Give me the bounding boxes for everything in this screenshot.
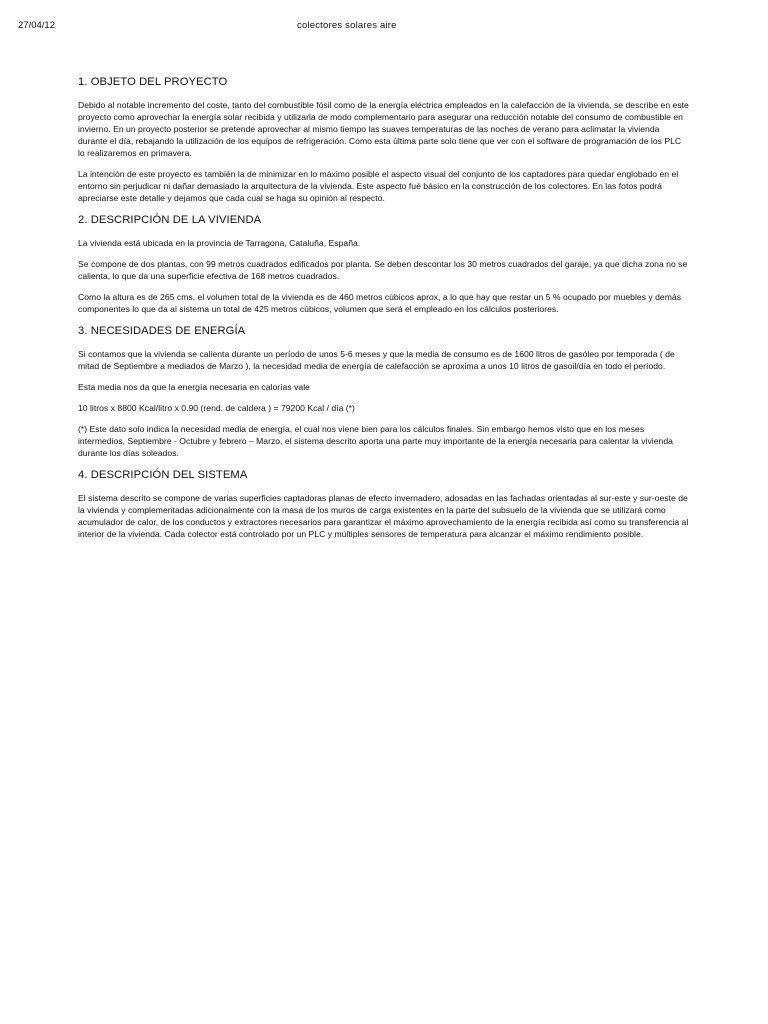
section-heading: 1. OBJETO DEL PROYECTO	[78, 76, 228, 88]
section-descripcion-sistema	[78, 468, 690, 540]
paragraph: Como la altura es de 265 cms, el volumen total de la vivienda es de 460 metros cúbicos aprox, a lo que hay que restar un 5 % ocupado por muebles y demás componentes lo que da al sistema un total de 425 metros cúbicos, volumen que será el empleado en los cálculos posteriores.	[78, 292, 682, 314]
document-body	[78, 75, 690, 549]
paragraph: La intención de este proyecto es también la de minimizar en lo máximo posible el aspecto visual del conjunto de los captadores para quedar englobado en el entorno sin perjudicar ni dañar demasiado la arquitectura de la vivienda. Este aspecto fué básico en la construcción de los colectores. En las fotos podrá apreciarse este detalle y dejamos que cada cual se haga su opinión al respecto.	[78, 169, 679, 203]
footnote: (*) Este dato solo indica la necesidad media de energía, el cual nos viene bien para los cálculos finales. Sin embargo hemos visto que en los meses intermedios, Septiembre - Octubre y febrero – Marzo, el sistema descrito aporta una parte muy importante de la energía necesaria para calentar la vivienda durante los días soleados.	[78, 424, 673, 458]
print-header	[0, 20, 768, 34]
section-objeto-del-proyecto	[78, 75, 690, 204]
section-heading: 2. DESCRIPCIÓN DE LA VIVIENDA	[78, 214, 262, 226]
section-heading: 3. NECESIDADES DE ENERGÍA	[78, 325, 246, 337]
paragraph: Si contamos que la vivienda se calienta durante un período de unos 5-6 meses y que la media de consumo es de 1600 litros de gasóleo por temporada ( de mitad de Septiembre a mediados de Marzo ), la necesidad media de energía de calefacción se aproxima a unos 10 litros de gasoil/día en todo el período.	[78, 349, 675, 371]
section-descripcion-vivienda	[78, 213, 690, 315]
print-date: 27/04/12	[18, 20, 55, 31]
print-title: colectores solares aire	[297, 20, 397, 31]
paragraph: Debido al notable incremento del coste, tanto del combustible fósil como de la energía eléctrica empleados en la calefacción de la vivienda, se describe en este proyecto como aprovechar la energía solar recibida y utilizarla de modo complementario para asegurar una reducción notable del consumo de combustible en invierno. En un proyecto posterior se pretende aprovechar al mismo tiempo las suaves temperaturas de las noches de verano para aclimatar la vivienda durante el día, rebajando la utilización de los equipos de refrigeración. Como esta última parte solo tiene que ver con el software de programación de los PLC lo realizaremos en primavera.	[78, 100, 689, 158]
paragraph: La vivienda está ubicada en la provincia de Tarragona, Cataluña, España.	[78, 238, 361, 248]
paragraph: Se compone de dos plantas, con 99 metros cuadrados edificados por planta. Se deben descontar los 30 metros cuadrados del garaje, ya que dicha zona no se calienta, lo que da una superficie efectiva de 168 metros cuadrados.	[78, 259, 688, 281]
paragraph: Esta media nos da que la energía necesaria en calorías vale	[78, 382, 310, 392]
formula: 10 litros x 8800 Kcal/litro x 0.90 (rend. de caldera ) = 79200 Kcal / día (*)	[78, 403, 355, 413]
section-necesidades-energia	[78, 324, 690, 459]
section-heading: 4. DESCRIPCIÓN DEL SISTEMA	[78, 469, 248, 481]
paragraph: El sistema descrito se compone de varias superficies captadoras planas de efecto invernadero, adosadas en las fachadas orientadas al sur-este y sur-oeste de la vivienda y complementadas adicionalmente con la masa de los muros de carga existentes en la parte del subsuelo de la vivienda que se utilizará como acumulador de calor, de los conductos y extractores necesarios para garantizar el máximo aprovechamiento de la energía recibida así como su transferencia al interior de la vivienda. Cada colector está controlado por un PLC y múltiples sensores de temperatura para alcanzar el máximo rendimiento posible.	[78, 493, 689, 539]
